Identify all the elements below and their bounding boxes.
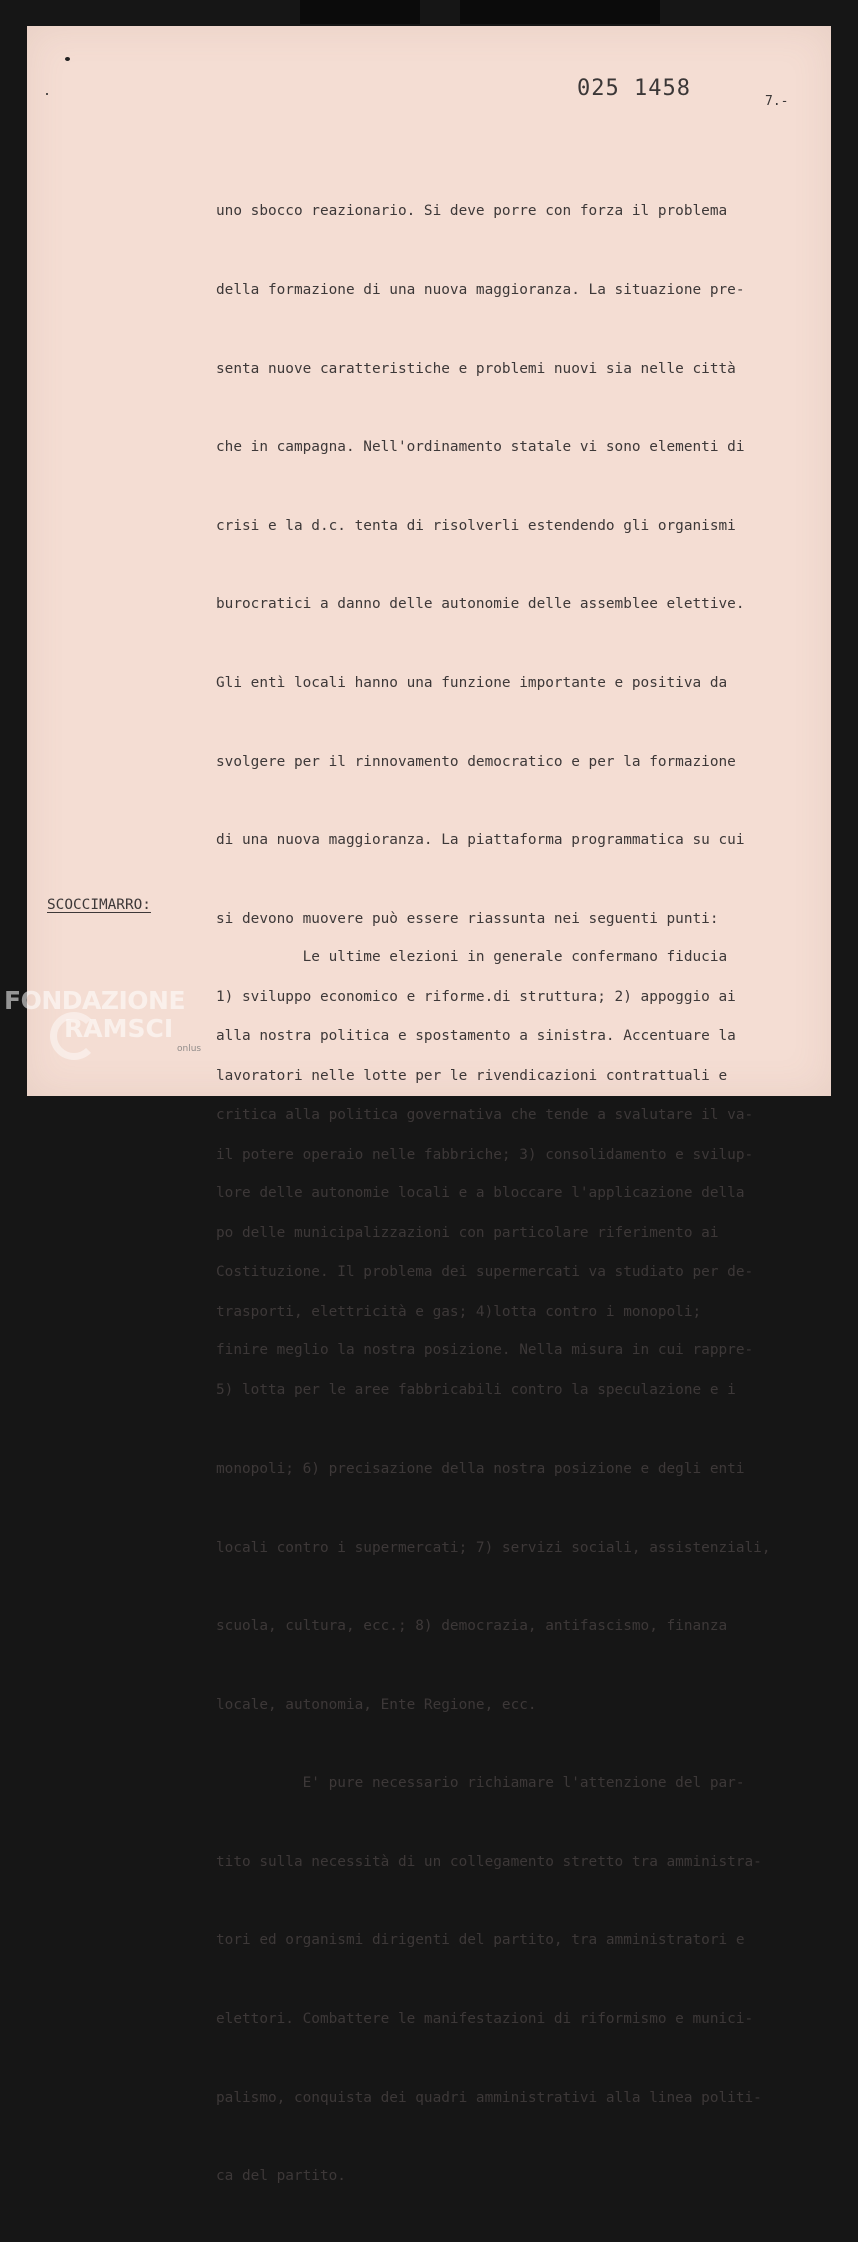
text-line: Gli entì locali hanno una funzione importante e positiva da: [216, 674, 728, 691]
text-line: che in campagna. Nell'ordinamento statale vi sono elementi di: [216, 439, 745, 456]
text-line: alla nostra politica e spostamento a sinistra. Accentuare la: [216, 1028, 736, 1044]
text-line: trasporti, elettricità e gas; 4)lotta contro i monopoli;: [216, 1303, 702, 1320]
text-line: Costituzione. Il problema dei supermercati va studiato per de-: [216, 1263, 754, 1280]
text-line: della formazione di una nuova maggioranza. La situazione pre-: [216, 282, 745, 298]
text-line: svolgere per il rinnovamento democratico e per la formazione: [216, 753, 736, 770]
text-line: po delle municipalizzazioni con particolare riferimento ai: [216, 1225, 719, 1242]
watermark-onlus: onlus: [177, 1044, 202, 1054]
watermark-line-2: RAMSCI: [64, 1014, 174, 1043]
speaker-statement: [216, 892, 828, 1416]
watermark-line-1: FONDAZIONE: [4, 986, 186, 1015]
text-line: il potere operaio nelle fabbriche; 3) consolidamento e svilup-: [216, 1146, 754, 1163]
text-line: si devono muovere può essere riassunta nei seguenti punti:: [216, 910, 719, 927]
text-line: burocratici a danno delle autonomie delle assemblee elettive.: [216, 596, 745, 613]
archive-reference-number: 025 1458: [577, 76, 691, 101]
ink-dot: [65, 57, 70, 61]
page-number: 7.-: [765, 94, 789, 109]
text-line: lore delle autonomie locali e a bloccare l'applicazione della: [216, 1185, 745, 1202]
binder-tab-left: [300, 0, 420, 24]
text-line: senta nuove caratteristiche e problemi nuovi sia nelle città: [216, 360, 736, 377]
text-line: ca del partito.: [216, 2168, 346, 2185]
text-line: finire meglio la nostra posizione. Nella misura in cui rappre-: [216, 1342, 754, 1359]
text-line: scuola, cultura, ecc.; 8) democrazia, antifascismo, finanza: [216, 1618, 728, 1635]
document-page: [27, 26, 831, 2185]
text-line: crisi e la d.c. tenta di risolverli estendendo gli organismi: [216, 517, 736, 534]
text-line: elettori. Combattere le manifestazioni di riformismo e munici-: [216, 2011, 754, 2028]
speaker-name: SCOCCIMARRO:: [47, 897, 151, 913]
text-line: 1) sviluppo economico e riforme.di struttura; 2) appoggio ai: [216, 989, 736, 1006]
text-line: locale, autonomia, Ente Regione, ecc.: [216, 1696, 537, 1713]
text-line: 5) lotta per le aree fabbricabili contro la speculazione e i: [216, 1382, 736, 1399]
text-line: critica alla politica governativa che tende a svalutare il va-: [216, 1106, 754, 1123]
text-line: di una nuova maggioranza. La piattaforma programmatica su cui: [216, 832, 745, 849]
text-line: E' pure necessario richiamare l'attenzione del par-: [216, 1775, 745, 1792]
text-line: monopoli; 6) precisazione della nostra posizione e degli enti: [216, 1460, 745, 1477]
text-line: locali contro i supermercati; 7) servizi sociali, assistenziali,: [216, 1539, 771, 1556]
text-line: uno sbocco reazionario. Si deve porre con forza il problema: [216, 203, 728, 220]
ink-dot-small: [46, 93, 48, 95]
text-line: palismo, conquista dei quadri amministrativi alla linea politi-: [216, 2089, 762, 2106]
text-line: lavoratori nelle lotte per le rivendicazioni contrattuali e: [216, 1067, 728, 1084]
text-line: tori ed organismi dirigenti del partito, tra amministratori e: [216, 1932, 745, 1949]
text-line: tito sulla necessità di un collegamento stretto tra amministra-: [216, 1853, 762, 1870]
text-line: Le ultime elezioni in generale confermano fiducia: [216, 949, 728, 966]
binder-tab-right: [460, 0, 660, 24]
